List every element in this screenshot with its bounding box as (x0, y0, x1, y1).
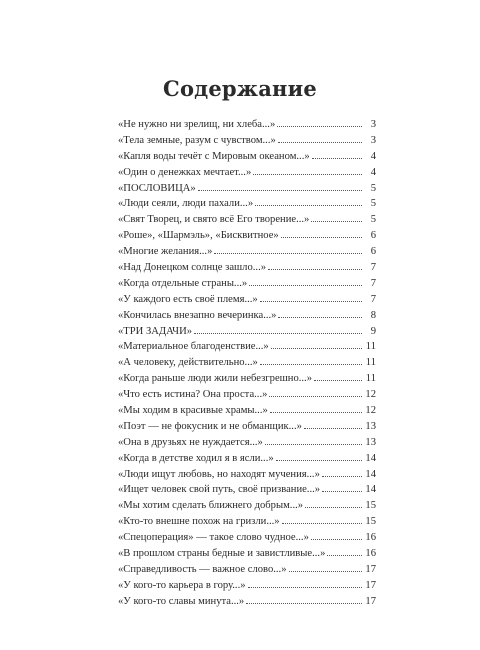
toc-page-number: 12 (365, 389, 376, 401)
toc-page-number: 11 (365, 373, 376, 385)
toc-dot-leader (289, 571, 362, 572)
toc-entry (118, 165, 376, 181)
toc-page-number: 14 (365, 452, 376, 464)
toc-page-number: 16 (365, 532, 376, 544)
toc-dot-leader (322, 491, 362, 492)
toc-entry (118, 498, 376, 514)
toc-entry-title: «Свят Творец, и свято всё Его творение...» (118, 214, 310, 226)
toc-dot-leader (278, 142, 362, 143)
toc-page-number: 7 (370, 277, 376, 289)
toc-page-number: 6 (370, 246, 376, 258)
toc-entry (118, 387, 376, 403)
toc-entry (118, 117, 376, 133)
toc-entry (118, 276, 376, 292)
toc-entry-title: «Роше», «Шармэль», «Бисквитное» (118, 230, 279, 242)
toc-entry (118, 212, 376, 228)
toc-entry (118, 324, 376, 340)
toc-entry (118, 133, 376, 149)
toc-entry (118, 562, 376, 578)
toc-entry (118, 435, 376, 451)
toc-entry-title: «Один о денежках мечтает...» (118, 166, 252, 178)
toc-page-number: 7 (370, 262, 376, 274)
toc-dot-leader (265, 444, 362, 445)
toc-entry-title: «Капля воды течёт с Мировым океаном...» (118, 150, 310, 162)
toc-entry (118, 467, 376, 483)
toc-page-number: 13 (365, 436, 376, 448)
toc-dot-leader (271, 348, 362, 349)
toc-page-number: 6 (370, 230, 376, 242)
toc-entry (118, 403, 376, 419)
toc-entry (118, 371, 376, 387)
toc-entry-title: «Кончилась внезапно вечеринка...» (118, 309, 277, 321)
toc-entry-title: «У кого-то карьера в гору...» (118, 579, 246, 591)
toc-dot-leader (248, 587, 362, 588)
toc-page-number: 11 (365, 341, 376, 353)
toc-dot-leader (327, 555, 362, 556)
toc-dot-leader (268, 269, 362, 270)
toc-entry (118, 578, 376, 594)
toc-entry (118, 228, 376, 244)
page-title: Содержание (163, 76, 317, 101)
toc-page-number: 5 (370, 198, 376, 210)
toc-entry-title: «А человеку, действительно...» (118, 357, 258, 369)
toc-page-number: 16 (365, 548, 376, 560)
toc-entry-title: «Когда раньше люди жили небезгрешно...» (118, 373, 313, 385)
toc-page-number: 4 (370, 166, 376, 178)
toc-entry-title: «Она в друзьях не нуждается...» (118, 436, 263, 448)
toc-page-number: 9 (370, 325, 376, 337)
toc-entry-title: «Когда отдельные страны...» (118, 277, 248, 289)
toc-dot-leader (249, 285, 362, 286)
toc-entry-title: «Не нужно ни зрелищ, ни хлеба...» (118, 119, 276, 130)
toc-entry-title: «Когда в детстве ходил я в ясли...» (118, 452, 274, 464)
toc-page-number: 3 (370, 119, 376, 130)
toc-entry-title: «Тела земные, разум с чувством...» (118, 134, 276, 146)
toc-dot-leader (277, 126, 362, 127)
toc-entry-title: «Мы ходим в красивые храмы...» (118, 405, 268, 417)
toc-page-number: 17 (365, 579, 376, 591)
toc-entry-title: «Спецоперация» — такое слово чудное...» (118, 532, 309, 544)
toc-dot-leader (278, 317, 362, 318)
toc-entry-title: «Мы хотим сделать ближнего добрым...» (118, 500, 304, 512)
toc-page-number: 14 (365, 468, 376, 480)
toc-dot-leader (304, 428, 362, 429)
toc-entry-title: «Над Донецком солнце зашло...» (118, 262, 267, 274)
toc-entry-title: «Материальное благоденствие...» (118, 341, 269, 353)
toc-entry (118, 514, 376, 530)
toc-page-number: 5 (370, 214, 376, 226)
toc-entry-title: «У кого-то славы минута...» (118, 595, 245, 607)
toc-page-number: 14 (365, 484, 376, 496)
toc-entry (118, 530, 376, 546)
toc-dot-leader (281, 237, 362, 238)
toc-dot-leader (276, 460, 362, 461)
toc-entry-title: «У каждого есть своё племя...» (118, 293, 258, 305)
toc-entry (118, 260, 376, 276)
toc-dot-leader (260, 301, 362, 302)
table-of-contents (118, 117, 376, 610)
toc-page-number: 3 (370, 134, 376, 146)
toc-entry-title: «Ищет человек свой путь, своё призвание...» (118, 484, 321, 496)
toc-entry-title: «ПОСЛОВИЦА» (118, 182, 196, 194)
toc-dot-leader (255, 205, 362, 206)
toc-entry-title: «ТРИ ЗАДАЧИ» (118, 325, 193, 337)
toc-page-number: 7 (370, 293, 376, 305)
toc-dot-leader (312, 158, 362, 159)
toc-entry-title: «Люди ищут любовь, но находят мучения...» (118, 468, 320, 480)
toc-dot-leader (322, 476, 362, 477)
toc-page-number: 13 (365, 420, 376, 432)
toc-page-number: 17 (365, 595, 376, 607)
toc-entry (118, 196, 376, 212)
toc-page-number: 8 (370, 309, 376, 321)
toc-entry (118, 419, 376, 435)
toc-entry (118, 308, 376, 324)
toc-page-number: 15 (365, 516, 376, 528)
toc-entry (118, 244, 376, 260)
toc-dot-leader (311, 221, 362, 222)
toc-dot-leader (282, 523, 362, 524)
toc-dot-leader (253, 174, 362, 175)
toc-page-number: 5 (370, 182, 376, 194)
toc-dot-leader (260, 364, 362, 365)
toc-entry-title: «Справедливость — важное слово...» (118, 563, 287, 575)
toc-dot-leader (246, 603, 362, 604)
toc-dot-leader (269, 396, 362, 397)
toc-page-number: 17 (365, 563, 376, 575)
toc-entry (118, 482, 376, 498)
toc-entry (118, 292, 376, 308)
toc-entry-title: «Что есть истина? Она проста...» (118, 389, 268, 401)
toc-entry (118, 181, 376, 197)
toc-entry (118, 339, 376, 355)
toc-entry (118, 149, 376, 165)
toc-page-number: 15 (365, 500, 376, 512)
toc-entry-title: «Кто-то внешне похож на гризли...» (118, 516, 280, 528)
toc-dot-leader (214, 253, 362, 254)
toc-entry-title: «Многие желания...» (118, 246, 213, 258)
toc-entry (118, 451, 376, 467)
toc-entry-title: «Поэт — не фокусник и не обманщик...» (118, 420, 302, 432)
toc-page-number: 12 (365, 405, 376, 417)
toc-dot-leader (198, 190, 362, 191)
toc-entry (118, 594, 376, 610)
toc-entry (118, 355, 376, 371)
toc-entry-title: «В прошлом страны бедные и завистливые...» (118, 548, 326, 560)
toc-page-number: 4 (370, 150, 376, 162)
toc-page-number: 11 (365, 357, 376, 369)
toc-entry (118, 546, 376, 562)
toc-dot-leader (311, 539, 362, 540)
toc-dot-leader (314, 380, 362, 381)
toc-entry-title: «Люди сеяли, люди пахали...» (118, 198, 254, 210)
toc-dot-leader (194, 333, 362, 334)
toc-dot-leader (305, 507, 362, 508)
toc-dot-leader (270, 412, 362, 413)
